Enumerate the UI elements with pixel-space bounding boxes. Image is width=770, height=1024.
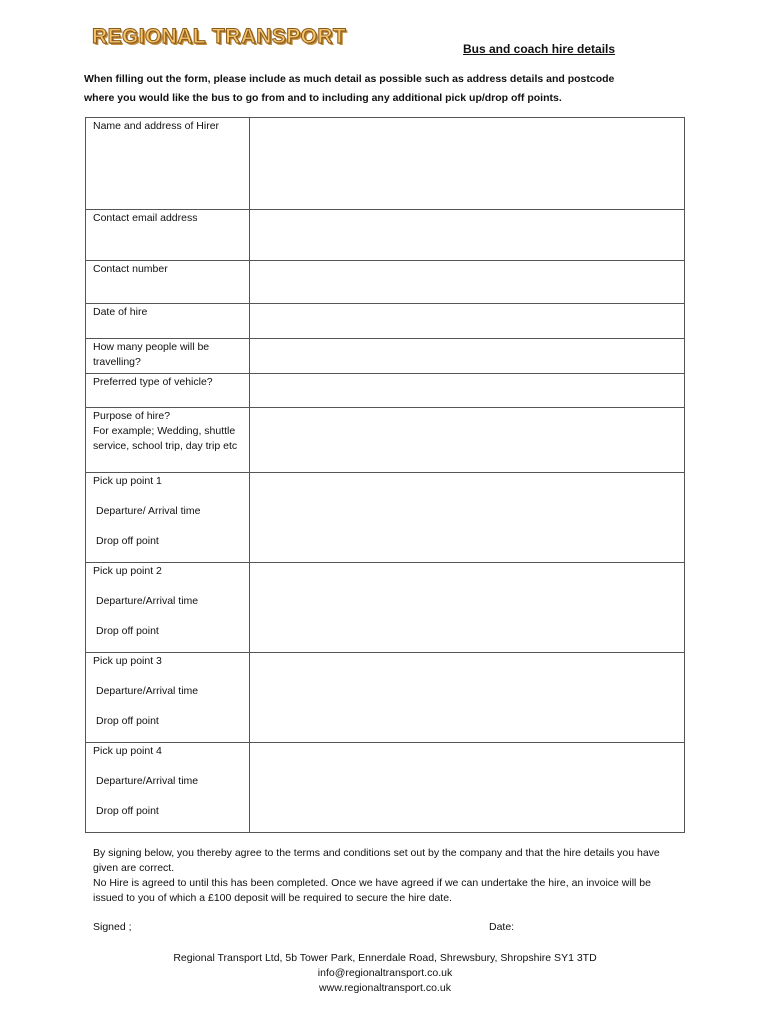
purpose-example: For example; Wedding, shuttle service, school trip, day trip etc: [93, 425, 238, 452]
form-row-number: [86, 261, 685, 304]
page-title: Bus and coach hire details: [463, 42, 616, 56]
pickup-point-label: Pick up point 4: [93, 745, 162, 757]
dropoff-point-label: Drop off point: [96, 805, 159, 817]
form-row-name-address: [86, 118, 685, 210]
pickup-4-label: [86, 743, 250, 833]
company-contact: [0, 951, 770, 996]
purpose-question: Purpose of hire?: [93, 410, 171, 422]
form-row-pickup-4: [86, 743, 685, 833]
vehicle-field[interactable]: [250, 374, 685, 408]
form-row-people: [86, 339, 685, 374]
departure-time-label: Departure/ Arrival time: [96, 505, 201, 517]
pickup-2-label: [86, 563, 250, 653]
people-label: How many people will be travelling?: [86, 339, 250, 374]
pickup-1-label: [86, 473, 250, 563]
hire-form-table: [85, 117, 685, 833]
form-row-pickup-2: [86, 563, 685, 653]
company-website: www.regionaltransport.co.uk: [319, 982, 451, 994]
dropoff-point-label: Drop off point: [96, 715, 159, 727]
intro-text: [84, 70, 684, 108]
company-logo: REGIONAL TRANSPORT: [92, 25, 347, 48]
vehicle-label: Preferred type of vehicle?: [86, 374, 250, 408]
dropoff-point-label: Drop off point: [96, 625, 159, 637]
form-row-vehicle: [86, 374, 685, 408]
intro-line-1: When filling out the form, please include as much detail as possible such as address details and postcode: [84, 73, 615, 85]
purpose-label: [86, 408, 250, 473]
form-row-date: [86, 304, 685, 339]
pickup-4-field[interactable]: [250, 743, 685, 833]
email-label: Contact email address: [86, 210, 250, 261]
signed-label: Signed ;: [93, 921, 132, 933]
date-label: Date:: [489, 921, 515, 933]
pickup-point-label: Pick up point 2: [93, 565, 162, 577]
name-address-label: Name and address of Hirer: [86, 118, 250, 210]
signature-row: [93, 921, 533, 933]
date-of-hire-field[interactable]: [250, 304, 685, 339]
terms-paragraph-1: By signing below, you thereby agree to the terms and conditions set out by the company and that the hire details you have given are correct.: [93, 847, 660, 874]
pickup-2-field[interactable]: [250, 563, 685, 653]
name-address-field[interactable]: [250, 118, 685, 210]
terms-paragraph-2: No Hire is agreed to until this has been completed. Once we have agreed if we can undertake the hire, an invoice will be issued to you of which a £100 deposit will be required to secure the hire date.: [93, 877, 651, 904]
dropoff-point-label: Drop off point: [96, 535, 159, 547]
number-field[interactable]: [250, 261, 685, 304]
form-row-pickup-3: [86, 653, 685, 743]
pickup-1-field[interactable]: [250, 473, 685, 563]
departure-time-label: Departure/Arrival time: [96, 595, 199, 607]
company-email: info@regionaltransport.co.uk: [317, 967, 453, 979]
terms-text: [93, 846, 673, 906]
people-field[interactable]: [250, 339, 685, 374]
email-field[interactable]: [250, 210, 685, 261]
pickup-point-label: Pick up point 3: [93, 655, 162, 667]
intro-line-2: where you would like the bus to go from and to including any additional pick up/drop off points.: [84, 92, 562, 104]
form-row-purpose: [86, 408, 685, 473]
number-label: Contact number: [86, 261, 250, 304]
company-address: Regional Transport Ltd, 5b Tower Park, Ennerdale Road, Shrewsbury, Shropshire SY1 3TD: [173, 952, 597, 964]
pickup-3-field[interactable]: [250, 653, 685, 743]
pickup-point-label: Pick up point 1: [93, 475, 162, 487]
departure-time-label: Departure/Arrival time: [96, 775, 199, 787]
pickup-3-label: [86, 653, 250, 743]
departure-time-label: Departure/Arrival time: [96, 685, 199, 697]
form-row-email: [86, 210, 685, 261]
form-row-pickup-1: [86, 473, 685, 563]
purpose-field[interactable]: [250, 408, 685, 473]
date-of-hire-label: Date of hire: [86, 304, 250, 339]
